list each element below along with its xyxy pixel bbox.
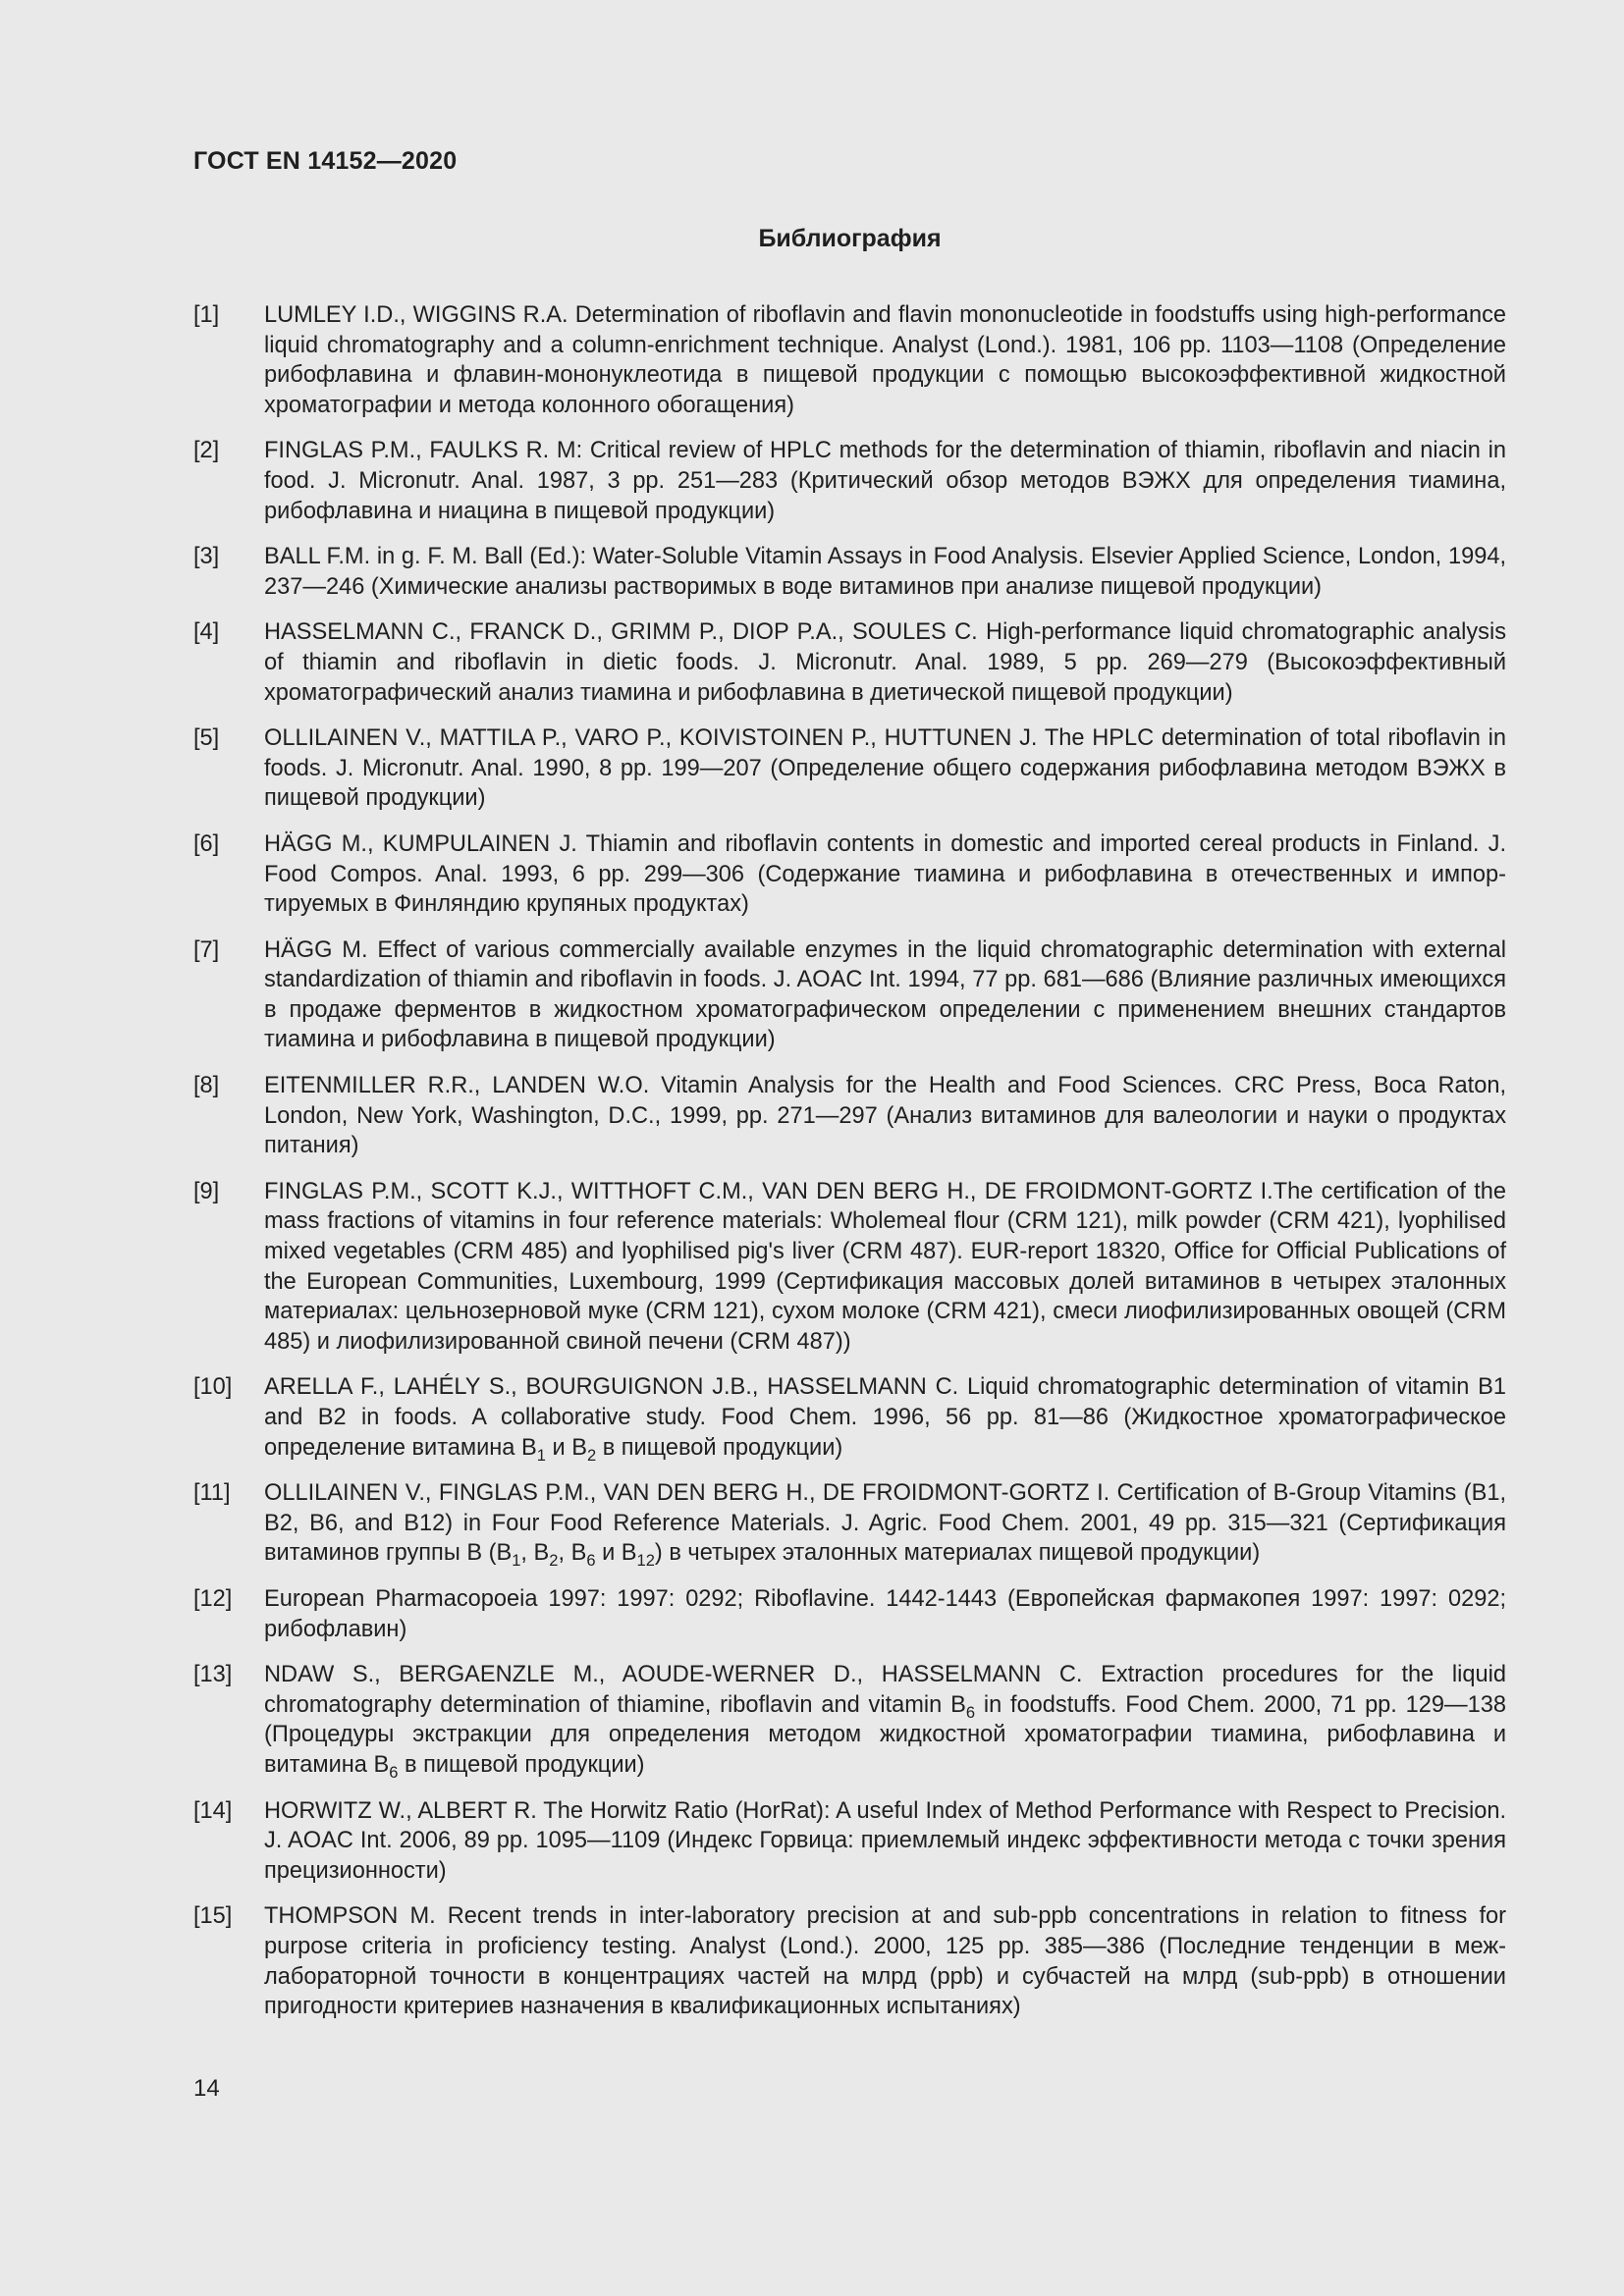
subscript: 1 [536,1445,546,1465]
text-segment: FINGLAS P.M., SCOTT K.J., WITTHOFT C.M., VAN DEN BERG H., DE FROIDMONT-GORTZ I.The certification of the mass fractions of vitamins in four reference materials: Wholemeal flour (CRM 121), milk powder (CRM 421), lyophilised mixed vegetables (CRM 485) and lyophilised pig's liver (CRM 487). EUR-report 18320, Office for Official Publications of the European Communities, Luxembourg, 1999 (Сертификация массовых долей витаминов в четырех эталонных материалах: цельнозерновой муке (CRM 121), сухом молоке (CRM 421), смеси лиофилизированных овощей (CRM 485) и лиофилизированной свиной печени (CRM 487)) [264,1178,1506,1355]
text-segment: BALL F.M. in g. F. M. Ball (Ed.): Water-Soluble Vitamin Assays in Food Analysis. Elsevier Applied Science, London, 1994, 237—246 (Химические анализы растворимых в воде витаминов при анализе пищевой продукции) [264,544,1506,600]
subscript: 6 [389,1762,399,1782]
entry-number: [15] [193,1903,233,1930]
entry-number: [4] [193,619,220,646]
entry-text [264,1478,1506,1569]
bibliography-entry [193,300,1506,420]
entry-text [264,1796,1506,1887]
subscript: 12 [636,1551,655,1571]
entry-number: [9] [193,1178,220,1204]
text-segment: OLLILAINEN V., MATTILA P., VARO P., KOIVISTOINEN P., HUTTUNEN J. The HPLC determination of total riboflavin in foods. J. Micronutr. Anal. 1990, 8 pp. 199—207 (Определение общего содержания рибофлавина методом ВЭЖХ в пищевой продукции) [264,725,1506,812]
text-segment: THOMPSON M. Recent trends in inter-laboratory precision at and sub-ppb concentrations in relation to fitness for purpose criteria in proficiency testing. Analyst (Lond.). 2000, 125 pp. 385—386 (Последние тенденции в межлабораторной точности в концентрациях частей на млрд (ppb) и субчастей на млрд (sub-ppb) в отношении пригодности критериев назначения в квалификационных испытаниях) [264,1903,1506,2020]
subscript: 1 [512,1551,521,1571]
entry-number: [2] [193,438,220,464]
text-segment: и B [545,1434,587,1461]
entry-number: [1] [193,302,220,328]
bibliography-entry [193,1660,1506,1780]
entry-text [264,1660,1506,1780]
text-segment: OLLILAINEN V., FINGLAS P.M., VAN DEN BERG H., DE FROIDMONT-GORTZ I. Certification of B-Group Vitamins (B1, B2, B6, and B12) in Four Food Reference Materials. J. Agric. Food Chem. 2001, 49 pp. 315—321 (Сертификация витаминов группы B (B [264,1480,1506,1567]
text-segment: HORWITZ W., ALBERT R. The Horwitz Ratio (HorRat): A useful Index of Method Performance with Respect to Precision. J. AOAC Int. 2006, 89 pp. 1095—1109 (Индекс Горвица: приемлемый индекс эффективности метода с точки зрения прецизионности) [264,1797,1506,1884]
entry-text [264,542,1506,602]
bibliography-entry [193,1478,1506,1569]
entry-number: [11] [193,1480,231,1507]
text-segment: FINGLAS P.M., FAULKS R. M: Critical review of HPLC methods for the determination of thiamin, riboflavin and niacin in food. J. Micronutr. Anal. 1987, 3 pp. 251—283 (Критический обзор методов ВЭЖХ для определения тиамина, рибофлавина и ниацина в пищевой продукции) [264,438,1506,524]
entry-text [264,617,1506,708]
standard-code-header: ГОСТ EN 14152—2020 [193,147,458,175]
entry-text [264,300,1506,420]
bibliography-entry [193,935,1506,1055]
text-segment: ) в четырех эталонных материалах пищевой продукции) [654,1540,1261,1567]
text-segment: LUMLEY I.D., WIGGINS R.A. Determination of riboflavin and flavin mononucleotide in foodstuffs using high-performance liquid chromatography and a column-enrichment technique. Analyst (Lond.). 1981, 106 pp. 1103—1108 (Определение рибофлавина и флавин-мононуклеотида в пищевой продукции с помощью высокоэффективной жидкостной хроматографии и метода колонного обогащения) [264,302,1506,418]
page-number: 14 [193,2075,220,2102]
entry-text [264,436,1506,526]
text-segment: EITENMILLER R.R., LANDEN W.O. Vitamin Analysis for the Health and Food Sciences. CRC Press, Boca Raton, London, New York, Washington, D.C., 1999, pp. 271—297 (Анализ витаминов для валеологии и науки о продуктах питания) [264,1073,1506,1159]
bibliography-entry [193,436,1506,526]
text-segment: HASSELMANN C., FRANCK D., GRIMM P., DIOP P.A., SOULES C. High-performance liquid chromatographic analysis of thiamin and riboflavin in dietic foods. J. Micronutr. Anal. 1989, 5 pp. 269—279 (Высокоэффективный хроматографический анализ тиамина и рибофлавина в диетической пищевой продукции) [264,619,1506,706]
entry-number: [3] [193,544,220,570]
entry-text [264,1071,1506,1161]
bibliography-entry [193,1796,1506,1887]
bibliography-entry [193,829,1506,920]
text-segment: in foodstuffs. Food Chem. 2000, 71 pp. 129—138 (Процедуры экстракции для определения методом жидкостной хроматографии тиамина, рибофлавина и витамина B [264,1691,1507,1778]
text-segment: HÄGG M., KUMPULAINEN J. Thiamin and riboflavin contents in domestic and imported cereal products in Finland. J. Food Compos. Anal. 1993, 6 pp. 299—306 (Содержание тиамина и рибофлавина в отечественных и импортируемых в Финляндию крупяных продуктах) [264,830,1506,918]
subscript: 6 [965,1702,976,1722]
entry-number: [5] [193,725,220,752]
text-segment: в пищевой продукции) [398,1751,645,1778]
subscript: 2 [549,1551,559,1571]
entry-text [264,1584,1506,1644]
text-segment: HÄGG M. Effect of various commercially available enzymes in the liquid chromatographic determination with external standardization of thiamin and riboflavin in foods. J. AOAC Int. 1994, 77 pp. 681—686 (Влияние различных имеющихся в продаже ферментов в жидкостном хроматографическом определении с применением внешних стандартов тиамина и рибофлавина в пищевой продукции) [264,936,1506,1053]
bibliography-entry [193,617,1506,708]
entry-text [264,723,1506,814]
bibliography-entry [193,1177,1506,1358]
entry-number: [14] [193,1797,233,1824]
text-segment: и B [595,1540,637,1567]
entry-text [264,935,1506,1055]
text-segment: European Pharmacopoeia 1997: 1997: 0292; Riboflavine. 1442-1443 (Европейская фармакопея 1997: 1997: 0292; рибофлавин) [264,1585,1506,1642]
entry-text [264,1901,1506,2021]
bibliography-entry [193,542,1506,602]
entry-number: [6] [193,830,220,857]
entry-number: [8] [193,1073,220,1099]
bibliography-list [193,300,1506,2038]
text-segment: NDAW S., BERGAENZLE M., AOUDE-WERNER D., HASSELMANN C. Extraction procedures for the liquid chromatography determination of thiamine, riboflavin and vitamin B [264,1662,1506,1718]
subscript: 6 [586,1551,596,1571]
text-segment: в пищевой продукции) [596,1434,843,1461]
text-segment: ARELLA F., LAHÉLY S., BOURGUIGNON J.B., HASSELMANN C. Liquid chromatographic determination of vitamin B1 and B2 in foods. A collaborative study. Food Chem. 1996, 56 pp. 81—86 (Жидкостное хроматографическое определение витамина B [264,1374,1506,1461]
entry-number: [13] [193,1662,233,1688]
entry-number: [12] [193,1585,233,1612]
text-segment: , B [520,1540,550,1567]
bibliography-entry [193,1372,1506,1463]
entry-text [264,1177,1506,1358]
bibliography-entry [193,1901,1506,2021]
entry-number: [7] [193,936,220,963]
bibliography-title: Библиография [758,225,942,252]
bibliography-entry [193,723,1506,814]
entry-text [264,1372,1506,1463]
entry-text [264,829,1506,920]
bibliography-entry [193,1071,1506,1161]
bibliography-entry [193,1584,1506,1644]
entry-number: [10] [193,1374,233,1401]
text-segment: , B [558,1540,587,1567]
subscript: 2 [586,1445,597,1465]
